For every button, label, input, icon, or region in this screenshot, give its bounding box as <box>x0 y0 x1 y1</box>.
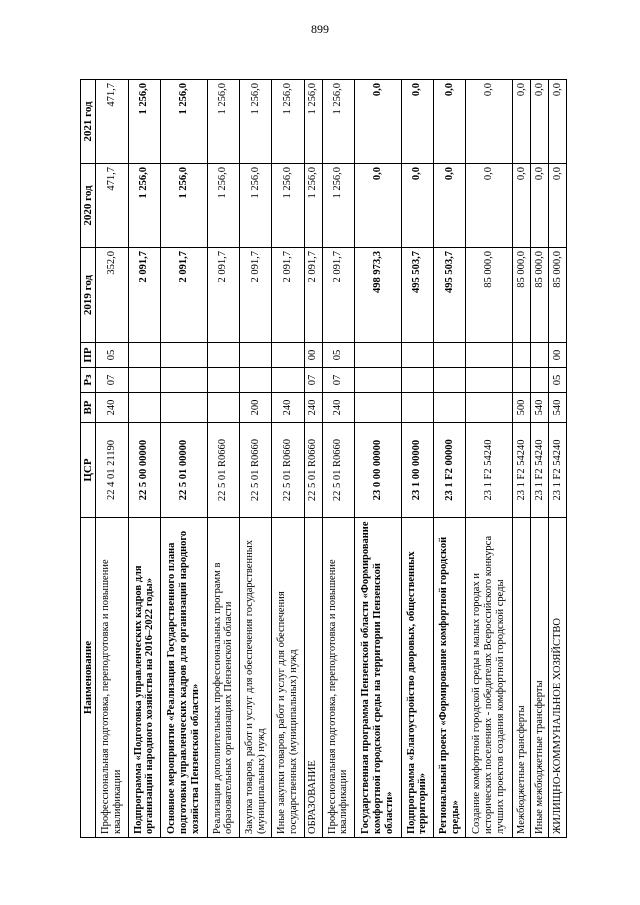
cell-pr <box>239 343 271 368</box>
cell-2019: 2 091,7 <box>304 248 322 343</box>
cell-pr <box>433 343 465 368</box>
cell-rz <box>530 368 548 393</box>
cell-rz <box>433 368 465 393</box>
cell-2020: 1 256,0 <box>272 164 304 248</box>
cell-vr: 540 <box>530 393 548 423</box>
cell-2020: 1 256,0 <box>207 164 239 248</box>
cell-rz <box>512 368 530 393</box>
cell-name: Межбюджетные трансферты <box>512 518 530 838</box>
cell-2019: 85 000,0 <box>512 248 530 343</box>
cell-2020: 0,0 <box>433 164 465 248</box>
cell-name: Реализация дополнительных профессиональных программ в образовательных организациях Пензенской области <box>207 518 239 838</box>
cell-csr: 23 1 F2 54240 <box>530 423 548 518</box>
cell-2019: 495 503,7 <box>401 248 433 343</box>
table-row <box>466 80 513 838</box>
cell-name: Создание комфортной городской среды в малых городах и исторических поселениях - победителях Всероссийского конкурса лучших проектов создания комфортной городской среды <box>466 518 513 838</box>
cell-vr <box>433 393 465 423</box>
cell-2021: 1 256,0 <box>207 80 239 164</box>
cell-rz <box>207 368 239 393</box>
cell-2019: 498 973,3 <box>354 248 401 343</box>
cell-2019: 495 503,7 <box>433 248 465 343</box>
table-row <box>304 80 322 838</box>
cell-vr: 240 <box>96 393 128 423</box>
table-row <box>96 80 128 838</box>
cell-pr <box>354 343 401 368</box>
cell-2020: 1 256,0 <box>239 164 271 248</box>
cell-name: ОБРАЗОВАНИЕ <box>304 518 322 838</box>
table-row <box>160 80 207 838</box>
table-row <box>272 80 304 838</box>
cell-vr: 500 <box>512 393 530 423</box>
cell-pr <box>512 343 530 368</box>
cell-csr: 23 0 00 00000 <box>354 423 401 518</box>
cell-name: Иные межбюджетные трансферты <box>530 518 548 838</box>
cell-2020: 1 256,0 <box>304 164 322 248</box>
cell-2021: 1 256,0 <box>160 80 207 164</box>
cell-name: Иные закупки товаров, работ и услуг для обеспечения государственных (муниципальных) нужд <box>272 518 304 838</box>
cell-2020: 1 256,0 <box>128 164 160 248</box>
col-header-name: Наименование <box>81 518 96 838</box>
cell-rz: 05 <box>548 368 566 393</box>
cell-pr: 00 <box>304 343 322 368</box>
cell-vr: 540 <box>548 393 566 423</box>
table-row <box>401 80 433 838</box>
cell-2019: 85 000,0 <box>530 248 548 343</box>
cell-2020: 0,0 <box>401 164 433 248</box>
cell-2021: 1 256,0 <box>304 80 322 164</box>
table-row <box>322 80 354 838</box>
cell-csr: 23 1 F2 00000 <box>433 423 465 518</box>
table-row <box>239 80 271 838</box>
cell-name: Профессиональная подготовка, переподготовка и повышение квалификации <box>322 518 354 838</box>
cell-csr: 22 5 01 R0660 <box>207 423 239 518</box>
cell-name: Государственная программа Пензенской области «Формирование комфортной городской среды на территории Пензенской области» <box>354 518 401 838</box>
cell-pr <box>160 343 207 368</box>
cell-name: Региональный проект «Формирование комфортной городской среды» <box>433 518 465 838</box>
cell-2021: 1 256,0 <box>322 80 354 164</box>
cell-2021: 0,0 <box>512 80 530 164</box>
cell-csr: 23 1 F2 54240 <box>512 423 530 518</box>
table-row <box>548 80 566 838</box>
cell-2019: 2 091,7 <box>160 248 207 343</box>
cell-2020: 0,0 <box>530 164 548 248</box>
cell-csr: 22 5 01 00000 <box>160 423 207 518</box>
cell-vr <box>160 393 207 423</box>
col-header-csr: ЦСР <box>81 423 96 518</box>
page-number: 899 <box>311 22 329 36</box>
cell-2021: 0,0 <box>466 80 513 164</box>
table-header-row <box>81 80 96 838</box>
cell-vr: 240 <box>272 393 304 423</box>
cell-pr <box>401 343 433 368</box>
cell-name: Подпрограмма «Благоустройство дворовых, общественных территорий» <box>401 518 433 838</box>
cell-2021: 0,0 <box>401 80 433 164</box>
cell-vr: 240 <box>322 393 354 423</box>
cell-name: ЖИЛИЩНО-КОММУНАЛЬНОЕ ХОЗЯЙСТВО <box>548 518 566 838</box>
cell-2021: 0,0 <box>433 80 465 164</box>
cell-csr: 22 5 01 R0660 <box>272 423 304 518</box>
cell-2021: 1 256,0 <box>272 80 304 164</box>
col-header-2020: 2020 год <box>81 164 96 248</box>
cell-vr <box>207 393 239 423</box>
cell-name: Подпрограмма «Подготовка управленческих кадров для организаций народного хозяйства на 2016–2022 годы» <box>128 518 160 838</box>
cell-2020: 471,7 <box>96 164 128 248</box>
cell-rz <box>128 368 160 393</box>
table-row <box>128 80 160 838</box>
cell-vr <box>354 393 401 423</box>
col-header-rz: Рз <box>81 368 96 393</box>
cell-name: Основное мероприятие «Реализация Государственного плана подготовки управленческих кадров для организаций народного хозяйства Пензенской области» <box>160 518 207 838</box>
cell-rz: 07 <box>322 368 354 393</box>
cell-rz <box>466 368 513 393</box>
table-row <box>530 80 548 838</box>
cell-vr <box>128 393 160 423</box>
col-header-2019: 2019 год <box>81 248 96 343</box>
cell-csr: 22 5 00 00000 <box>128 423 160 518</box>
col-header-pr: ПР <box>81 343 96 368</box>
cell-pr <box>128 343 160 368</box>
cell-2020: 0,0 <box>354 164 401 248</box>
cell-2019: 85 000,0 <box>466 248 513 343</box>
cell-pr: 00 <box>548 343 566 368</box>
cell-2021: 1 256,0 <box>239 80 271 164</box>
cell-csr: 22 5 01 R0660 <box>304 423 322 518</box>
cell-vr <box>466 393 513 423</box>
cell-2019: 2 091,7 <box>322 248 354 343</box>
cell-vr: 200 <box>239 393 271 423</box>
cell-pr: 05 <box>322 343 354 368</box>
cell-2021: 0,0 <box>354 80 401 164</box>
cell-rz: 07 <box>96 368 128 393</box>
cell-pr: 05 <box>96 343 128 368</box>
table-row <box>512 80 530 838</box>
cell-2019: 2 091,7 <box>128 248 160 343</box>
cell-csr: 23 1 F2 54240 <box>466 423 513 518</box>
cell-2019: 352,0 <box>96 248 128 343</box>
cell-2021: 471,7 <box>96 80 128 164</box>
cell-2020: 1 256,0 <box>160 164 207 248</box>
cell-2021: 0,0 <box>530 80 548 164</box>
cell-rz <box>272 368 304 393</box>
cell-rz <box>239 368 271 393</box>
cell-csr: 23 1 00 00000 <box>401 423 433 518</box>
cell-rz <box>401 368 433 393</box>
cell-2019: 2 091,7 <box>207 248 239 343</box>
cell-vr <box>401 393 433 423</box>
table-row <box>354 80 401 838</box>
cell-2020: 1 256,0 <box>322 164 354 248</box>
cell-2019: 2 091,7 <box>239 248 271 343</box>
cell-2020: 0,0 <box>548 164 566 248</box>
col-header-2021: 2021 год <box>81 80 96 164</box>
cell-rz: 07 <box>304 368 322 393</box>
cell-csr: 22 4 01 21190 <box>96 423 128 518</box>
cell-rz <box>160 368 207 393</box>
table-body <box>96 80 567 838</box>
cell-2020: 0,0 <box>512 164 530 248</box>
cell-rz <box>354 368 401 393</box>
cell-2019: 2 091,7 <box>272 248 304 343</box>
cell-pr <box>272 343 304 368</box>
table-row <box>433 80 465 838</box>
cell-pr <box>466 343 513 368</box>
cell-csr: 22 5 01 R0660 <box>322 423 354 518</box>
cell-vr: 240 <box>304 393 322 423</box>
cell-csr: 22 5 01 R0660 <box>239 423 271 518</box>
cell-2021: 1 256,0 <box>128 80 160 164</box>
cell-name: Закупка товаров, работ и услуг для обеспечения государственных (муниципальных) нужд <box>239 518 271 838</box>
table-row <box>207 80 239 838</box>
cell-pr <box>207 343 239 368</box>
cell-2019: 85 000,0 <box>548 248 566 343</box>
cell-name: Профессиональная подготовка, переподготовка и повышение квалификации <box>96 518 128 838</box>
col-header-vr: ВР <box>81 393 96 423</box>
rotated-table-wrapper <box>80 80 567 838</box>
cell-pr <box>530 343 548 368</box>
cell-csr: 23 1 F2 54240 <box>548 423 566 518</box>
cell-2021: 0,0 <box>548 80 566 164</box>
cell-2020: 0,0 <box>466 164 513 248</box>
budget-table <box>80 79 567 838</box>
